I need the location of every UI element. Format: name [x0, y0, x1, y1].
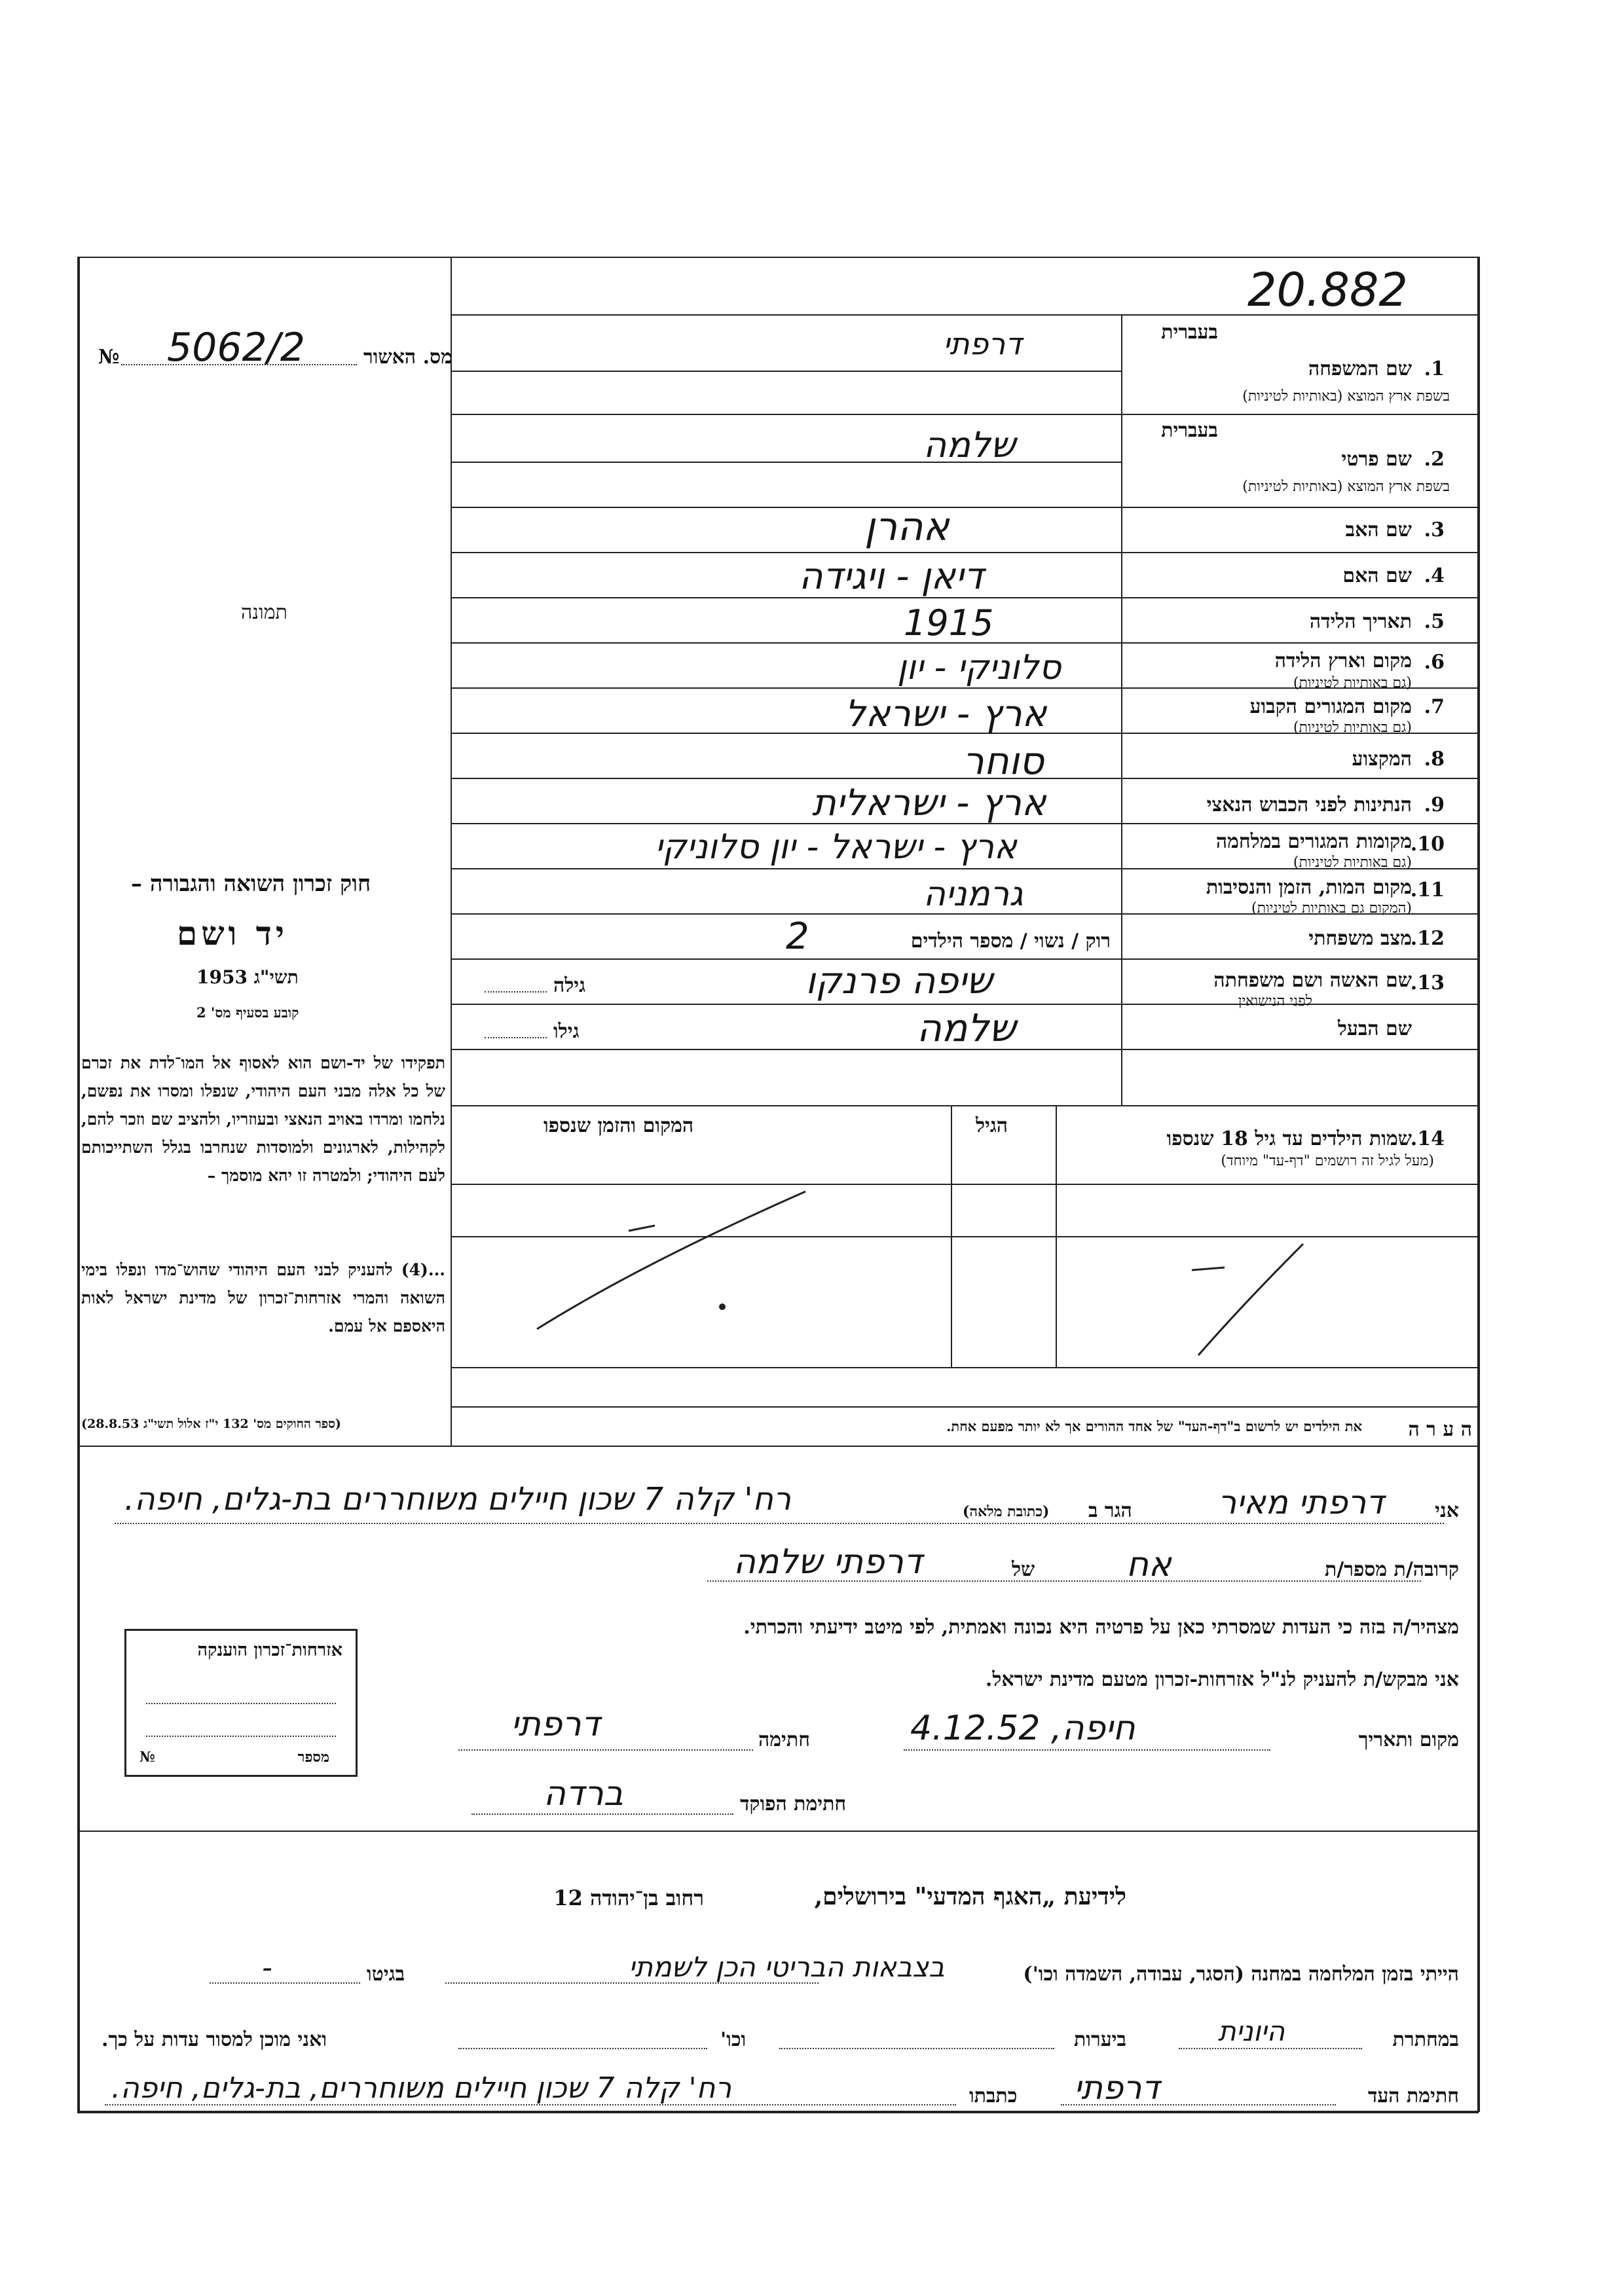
field-11-num: 11. [1410, 879, 1445, 902]
field-2-heb: בעברית [1161, 419, 1218, 442]
field-13-age-line [485, 991, 547, 993]
info-line2-line [1179, 2048, 1362, 2049]
section-divider [77, 1446, 1479, 1447]
citizenship-box-number-label: מספר [297, 1749, 329, 1766]
frame-top [77, 257, 1479, 258]
field-3-value: אהרן [864, 504, 950, 550]
field-12-value: 2 [786, 915, 809, 958]
field-3-label: שם האב [1345, 519, 1412, 541]
field-6-num: 6. [1424, 651, 1445, 674]
field-7-sub: (גם באותיות לטיניות) [1293, 720, 1412, 736]
row-line [451, 371, 1121, 372]
field-10-value: ארץ - ישראל - יון סלוניקי [655, 828, 1017, 867]
field-13-age-label: גילה [553, 974, 586, 997]
photo-label: תמונה [241, 601, 287, 624]
decl-address-hint: (כתובת מלאה) [963, 1503, 1050, 1520]
decl-signature-line [458, 1749, 753, 1751]
citizenship-box-no-symbol: № [139, 1749, 155, 1766]
field-12-label: מצב משפחתי [1308, 927, 1412, 950]
children-place-col: המקום והזמן שנספו [544, 1114, 694, 1137]
field-13-num: 13. [1410, 972, 1445, 994]
field-7-value: ארץ - ישראל [845, 693, 1047, 735]
decl-place-date-label: מקום ותאריך [1358, 1728, 1459, 1751]
cert-no-symbol: № [98, 346, 120, 369]
field-9-label: הנתינות לפני הכבוש הנאצי [1206, 793, 1412, 816]
field-10-num: 10. [1410, 833, 1445, 856]
field-9-num: 9. [1424, 793, 1445, 816]
field-6-value: סלוניקי - יון [897, 648, 1061, 687]
husband-age-label: גילו [553, 1020, 580, 1043]
field-4-num: 4. [1424, 564, 1445, 587]
field-13-label: שם האשה ושם משפחתה [1213, 969, 1412, 992]
info-etc-line [458, 2048, 707, 2049]
place-mark [629, 1226, 655, 1231]
decl-place-date-line [904, 1749, 1270, 1751]
field-2-sub: בשפת ארץ המוצא (באותיות לטיניות) [1242, 479, 1450, 495]
law-source: (ספר החוקים מס' 132 י"ז אלול תשי"ג 28.8.53) [81, 1417, 341, 1431]
frame-bottom [77, 2111, 1479, 2113]
note-text: את הילדים יש לרשום ב"דף-העד" של אחד ההורים אך לא יותר מפעם אחת. [946, 1418, 1362, 1434]
citizenship-box [124, 1629, 358, 1777]
field-1-num: 1. [1424, 357, 1445, 380]
info-title: לידיעת „האגף המדעי" בירושלים, [814, 1883, 1126, 1910]
field-4-label: שם האם [1342, 564, 1412, 587]
names-strike [1198, 1244, 1303, 1355]
field-7-label: מקום המגורים הקבוע [1249, 695, 1412, 718]
decl-relation: אח [1126, 1545, 1172, 1584]
info-etc-label: וכו' [720, 2028, 747, 2051]
decl-address-line [115, 1523, 1444, 1524]
row-line [451, 462, 1121, 463]
decl-statement-1: מצהיר/ה בזה כי העדות שמסרתי כאן על פרטיה היא נכונה ואמתית, לפי מיטב ידיעתי והכרתי. [743, 1616, 1459, 1639]
info-witness-address-line [105, 2104, 956, 2105]
info-line1-label: הייתי בזמן המלחמה במחנה (הסגר, עבודה, השמדה וכו') [1023, 1963, 1459, 1986]
field-8-num: 8. [1424, 748, 1445, 771]
field-5-value: 1915 [904, 602, 994, 644]
place-strike [537, 1192, 805, 1329]
field-3-num: 3. [1424, 519, 1445, 541]
field-11-value: גרמניה [923, 875, 1024, 914]
info-witness-address: רח' קלה 7 שכון חיילים משוחררים, בת-גלים, חיפה. [111, 2071, 732, 2105]
field-1-value: דרפתי [943, 326, 1022, 361]
declaration-divider [77, 1831, 1479, 1832]
info-address: רחוב בן־יהודה 12 [553, 1886, 704, 1910]
children-bottom-line [451, 1367, 1479, 1368]
field-10-sub: (גם באותיות לטיניות) [1293, 854, 1412, 871]
children-row-line [451, 1236, 1479, 1237]
decl-relation-line [707, 1580, 1421, 1582]
citizenship-box-title: אזרחות־זכרון הוענקה [197, 1640, 342, 1660]
children-sub: (מעל לגיל זה רושמים "דף-עד" מיוחד) [1221, 1153, 1434, 1169]
field-5-num: 5. [1424, 610, 1445, 633]
children-num: 14. [1410, 1127, 1445, 1150]
field-6-label: מקום וארץ הלידה [1274, 649, 1412, 672]
info-ghetto-value: - [262, 1951, 272, 1984]
decl-of-label: של [1012, 1558, 1035, 1581]
field-9-value: ארץ - ישראלית [812, 782, 1046, 824]
row-line [451, 552, 1479, 553]
info-forests-line [779, 2048, 1054, 2049]
frame-left [77, 257, 80, 2112]
field-1-label: שם המשפחה [1308, 357, 1412, 380]
info-line2-value: היונית [1218, 2015, 1285, 2047]
law-paragraph-1: תפקידו של יד-ושם הוא לאסוף אל המו־לדת את זכרם של כל אלה מבני העם היהודי, שנפלו ומסרו את נפשם, נלחמו ומרדו באויב הנאצי ובעוזריו, ולהציב שם וזכר להם, לקהילות, לארגונים ולמוסדות שנחרבו בגלל השתייכותם לעם היהודי; ולמטרה זו יהא מוסמך – [81, 1053, 445, 1185]
info-ghetto-line [210, 1982, 360, 1984]
husband-age-line [485, 1037, 547, 1038]
field-2-label: שם פרטי [1341, 448, 1412, 471]
field-5-label: תאריך הלידה [1309, 610, 1412, 633]
law-title: חוק זכרון השואה והגבורה – [131, 871, 371, 897]
info-address-label: כתבתו [969, 2085, 1018, 2107]
law-clause: קובע בסעיף מס' 2 [196, 1004, 299, 1021]
field-8-value: סוחר [963, 738, 1044, 783]
decl-statement-2: אני מבקש/ת להעניק לנ"ל אזרחות-זכרון מטעם מדינת ישראל. [985, 1668, 1459, 1691]
row-line [451, 1105, 1479, 1106]
decl-officer-line [471, 1813, 733, 1815]
field-2-num: 2. [1424, 448, 1445, 471]
cert-number-line [121, 364, 357, 365]
field-8-label: המקצוע [1352, 748, 1412, 771]
left-column-divider [451, 257, 452, 1446]
decl-place-date: חיפה, 4.12.52 [910, 1709, 1135, 1748]
field-1-heb: בעברית [1161, 321, 1218, 344]
decl-name: דרפתי מאיר [1218, 1484, 1384, 1522]
row-line [451, 1004, 1479, 1005]
info-witness-sig-line [1061, 2104, 1336, 2105]
file-number: 20.882 [1247, 263, 1408, 317]
field-13-sub: לפני הנישואין [1238, 993, 1312, 1010]
field-10-label: מקומות המגורים במלחמה [1215, 830, 1412, 853]
field-11-sub: (המקום גם באותיות לטיניות) [1251, 900, 1412, 917]
decl-resident-label: הגר ב [1088, 1499, 1132, 1522]
dot-mark [719, 1303, 726, 1310]
law-year: תשי"ג 1953 [196, 966, 299, 988]
info-witness-sig: דרפתי [1074, 2069, 1160, 2107]
info-ready-label: ואני מוכן למסור עדות על כך. [101, 2028, 327, 2051]
field-13-value: שיפה פרנקו [805, 960, 993, 1002]
info-witness-sig-label: חתימת העד [1367, 2085, 1459, 2107]
husband-label: שם הבעל [1337, 1017, 1412, 1040]
cert-number-label: מס. האשור [363, 346, 452, 369]
field-4-value: דיאן - ויגידה [799, 555, 984, 598]
info-forests-label: ביערות [1074, 2028, 1127, 2051]
decl-signature: דרפתי [511, 1705, 600, 1744]
decl-officer-sig: ברדה [544, 1774, 623, 1813]
children-title: שמות הילדים עד גיל 18 שנספו [1166, 1127, 1412, 1150]
field-7-num: 7. [1424, 695, 1445, 718]
decl-signature-label: חתימה [758, 1728, 810, 1751]
row-line [451, 507, 1479, 508]
decl-relation-label: קרובה/ת מספר/ת [1324, 1558, 1459, 1581]
citizenship-box-line-2 [146, 1736, 336, 1737]
decl-address: רח' קלה 7 שכון חיילים משוחררים בת-גלים, חיפה. [124, 1481, 791, 1518]
label-column-divider [1121, 314, 1122, 1106]
husband-value: שלמה [917, 1006, 1016, 1050]
note-bottom-line [451, 1406, 1479, 1408]
children-age-col: הגיל [976, 1114, 1008, 1137]
names-mark [1192, 1267, 1225, 1270]
citizenship-box-line-1 [146, 1703, 336, 1704]
field-2-value: שלמה [923, 424, 1016, 465]
field-6-sub: (גם באותיות לטיניות) [1293, 675, 1412, 691]
info-line1-line [445, 1982, 819, 1984]
children-header-line [451, 1184, 1479, 1185]
law-name: יד ושם [177, 914, 288, 953]
decl-ani: אני [1435, 1499, 1459, 1522]
decl-relation-of: דרפתי שלמה [733, 1542, 923, 1582]
field-11-label: מקום המות, הזמן והנסיבות [1206, 876, 1412, 899]
decl-officer-label: חתימת הפוקד [740, 1793, 847, 1815]
row-line [451, 414, 1479, 415]
field-12-num: 12. [1410, 927, 1445, 950]
info-ghetto-label: בגיטו [367, 1963, 405, 1986]
info-line2-label: במחתרת [1392, 2028, 1459, 2051]
info-line1-value: בצבאות הבריטי הכן לשמתי [629, 1951, 945, 1983]
field-12-extra: רוק / נשוי / מספר הילדים [910, 930, 1111, 953]
field-1-sub: בשפת ארץ המוצא (באותיות לטיניות) [1242, 388, 1450, 405]
note-label: ה ע ר ה [1408, 1418, 1472, 1441]
law-paragraph-2: ...(4) להעניק לבני העם היהודי שהוש־מדו ונפלו בימי השואה והמרי אזרחות־זכרון של מדינת ישראל לאות היאספם אל עמם. [81, 1260, 445, 1336]
cert-number-value: 5062/2 [167, 325, 306, 371]
